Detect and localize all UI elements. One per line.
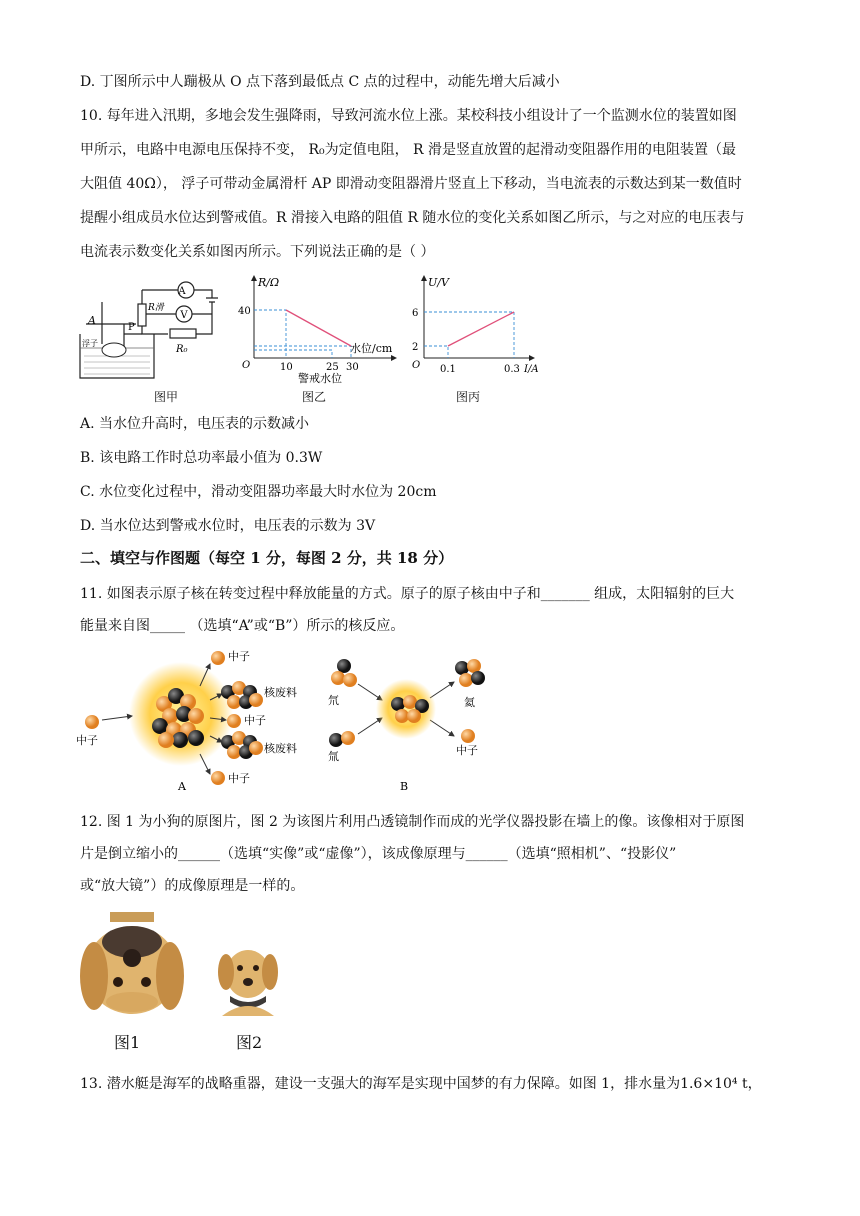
label-fig-a: A bbox=[178, 780, 186, 793]
point-p-label: P bbox=[128, 322, 135, 333]
yi-xtick-25: 25 bbox=[326, 362, 339, 373]
bing-ytick-6: 6 bbox=[412, 308, 419, 319]
dog-image-2 bbox=[212, 938, 284, 1016]
option-b: B. 该电路工作时总功率最小值为 0.3W bbox=[80, 450, 323, 466]
point-a-label: A bbox=[88, 314, 96, 327]
circuit-figure bbox=[78, 272, 228, 402]
bing-xtick-01: 0.1 bbox=[440, 364, 456, 375]
bing-origin: O bbox=[412, 360, 421, 371]
voltmeter-label: V bbox=[180, 310, 188, 321]
question-13-line1: 13. 潜水艇是海军的战略重器，建设一支强大的海军是实现中国梦的有力保障。如图 1，排水量为1.6×10⁴ t， bbox=[80, 1076, 762, 1092]
label-neutron-b: 中子 bbox=[456, 744, 478, 757]
bing-ylabel: U/V bbox=[428, 276, 449, 289]
label-fig-b: B bbox=[400, 780, 409, 793]
yi-warning-label: 警戒水位 bbox=[298, 372, 342, 385]
graph-bing bbox=[406, 270, 556, 380]
rslide-label: R滑 bbox=[148, 303, 164, 313]
question-10-line4: 提醒小组成员水位达到警戒值。R 滑接入电路的阻值 R 随水位的变化关系如图乙所示，与之对应的电压表与 bbox=[80, 210, 745, 226]
caption-fig2: 图2 bbox=[236, 1033, 263, 1052]
label-tritium: 氚 bbox=[328, 750, 339, 763]
bing-xtick-03: 0.3 bbox=[504, 364, 520, 375]
label-neutron-a2: 中子 bbox=[244, 714, 266, 727]
r0-label: R₀ bbox=[176, 344, 188, 355]
yi-ytick-40: 40 bbox=[238, 306, 251, 317]
caption-yi: 图乙 bbox=[302, 390, 327, 404]
option-d: D. 当水位达到警戒水位时，电压表的示数为 3V bbox=[80, 518, 376, 534]
question-12-line1: 12. 图 1 为小狗的原图片，图 2 为该图片利用凸透镜制作而成的光学仪器投影在墙上的像。该像相对于原图 bbox=[80, 814, 745, 830]
yi-xtick-30: 30 bbox=[346, 362, 359, 373]
label-neutron-a1: 中子 bbox=[228, 650, 250, 663]
section-2-heading: 二、填空与作图题（每空 1 分，每图 2 分，共 18 分） bbox=[80, 549, 454, 567]
question-12-line3: 或“放大镜”）的成像原理是一样的。 bbox=[80, 878, 305, 894]
question-10-line5: 电流表示数变化关系如图丙所示。下列说法正确的是（ ） bbox=[80, 244, 435, 260]
label-neutron-a3: 中子 bbox=[228, 772, 250, 785]
graph-yi bbox=[236, 270, 406, 390]
label-helium: 氦 bbox=[464, 696, 475, 709]
question-11-line1: 11. 如图表示原子核在转变过程中释放能量的方式。原子的原子核由中子和_______ 组成，太阳辐射的巨大 bbox=[80, 586, 735, 602]
label-waste-2: 核废料 bbox=[264, 742, 297, 755]
dog-image-1 bbox=[80, 906, 184, 1018]
option-c: C. 水位变化过程中，滑动变阻器功率最大时水位为 20cm bbox=[80, 484, 437, 500]
caption-fig1: 图1 bbox=[114, 1033, 141, 1052]
yi-origin: O bbox=[242, 360, 251, 371]
caption-jia: 图甲 bbox=[154, 390, 179, 404]
label-waste-1: 核废料 bbox=[264, 686, 297, 699]
ammeter-label: A bbox=[178, 286, 186, 297]
yi-xlabel: 水位/cm bbox=[350, 342, 393, 355]
nuclear-reaction-figure bbox=[76, 644, 506, 794]
question-10-line3: 大阻值 40Ω）， 浮子可带动金属滑杆 AP 即滑动变阻器滑片竖直上下移动，当电流表的示数达到某一数值时 bbox=[80, 176, 742, 192]
question-12-line2: 片是倒立缩小的______（选填“实像”或“虚像”），该成像原理与______（选填“照相机”、“投影仪” bbox=[80, 846, 677, 862]
yi-xtick-10: 10 bbox=[280, 362, 293, 373]
label-neutron-a-in: 中子 bbox=[76, 734, 98, 747]
label-deuterium: 氘 bbox=[328, 694, 339, 707]
yi-ylabel: R/Ω bbox=[258, 276, 280, 289]
option-a: A. 当水位升高时，电压表的示数减小 bbox=[80, 416, 310, 432]
bing-ytick-2: 2 bbox=[412, 342, 419, 353]
float-label: 浮子 bbox=[82, 339, 98, 348]
question-10-line2: 甲所示，电路中电源电压保持不变， R₀为定值电阻， R 滑是竖直放置的起滑动变阻器作用的电阻装置（最 bbox=[80, 142, 737, 158]
bing-xlabel: I/A bbox=[524, 364, 539, 375]
question-11-line2: 能量来自图_____ （选填“A”或“B”）所示的核反应。 bbox=[80, 618, 405, 634]
caption-bing: 图丙 bbox=[456, 390, 481, 404]
option-d-prev: D. 丁图所示中人蹦极从 O 点下落到最低点 C 点的过程中，动能先增大后减小 bbox=[80, 74, 560, 90]
question-10-line1: 10. 每年进入汛期，多地会发生强降雨，导致河流水位上涨。某校科技小组设计了一个监测水位的装置如图 bbox=[80, 108, 737, 124]
